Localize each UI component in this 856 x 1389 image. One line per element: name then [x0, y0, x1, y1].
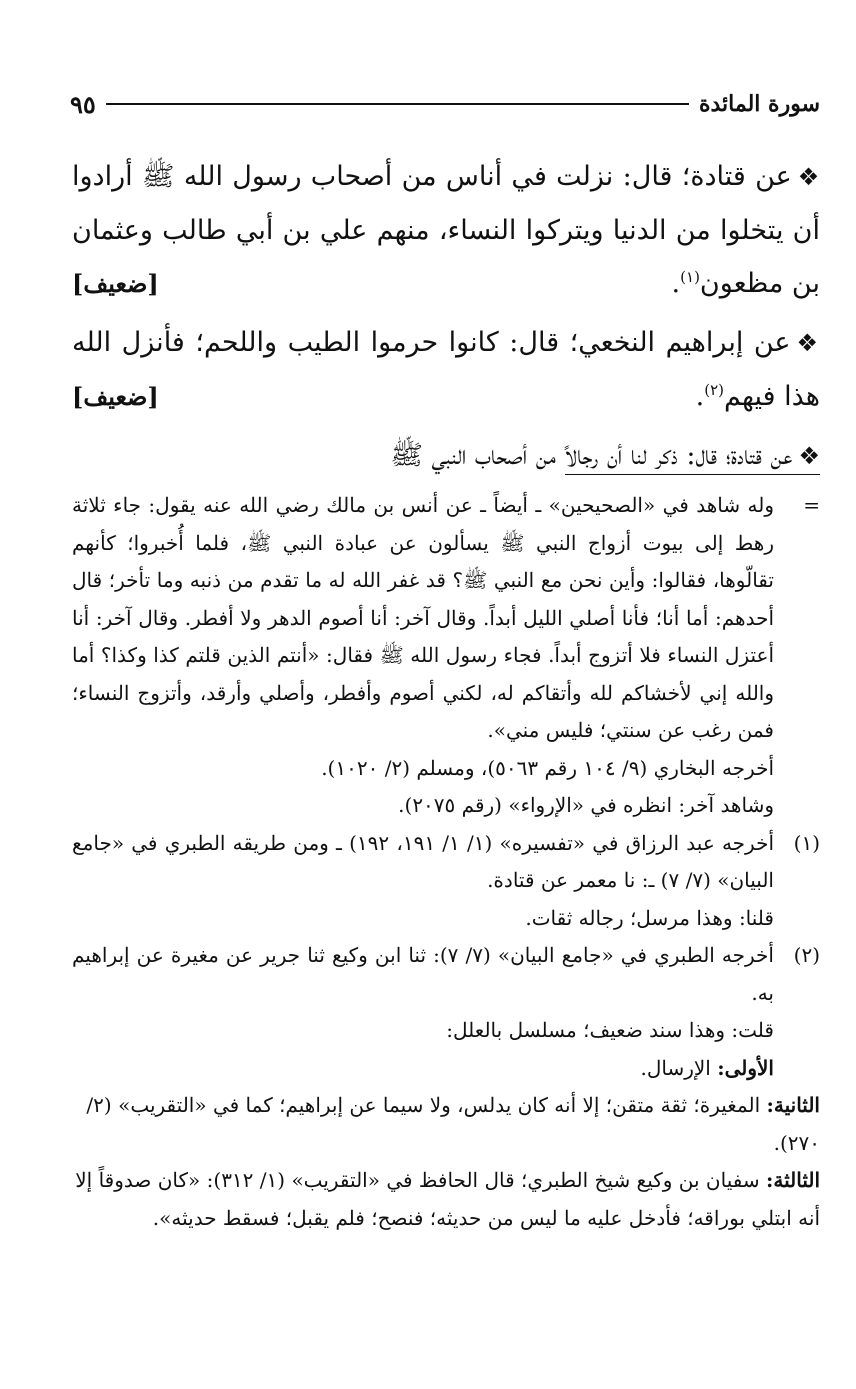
main-text [72, 150, 820, 489]
footnote-2-mark: (٢) [793, 943, 820, 967]
continuation-text: وله شاهد في «الصحيحين» ـ أيضاً ـ عن أنس بن مالك رضي الله عنه يقول: جاء ثلاثة رهط إلى بيوت أزواج النبي ﷺ يسألون عن عبادة النبي ﷺ، فلما أُخبروا؛ كأنهم تقالّوها، فقالوا: وأين نحن مع النبي ﷺ؟ قد غفر الله له ما تقدم من ذنبه وما تأخر؛ قال أحدهم: أما أنا؛ فأنا أصلي الليل أبداً. وقال آخر: أنا أصوم الدهر ولا أفطر. وقال آخر: أنا أعتزل النساء فلا أتزوج أبداً. فجاء رسول الله ﷺ فقال: «أنتم الذين قلتم كذا وكذا؟ أما والله إني لأخشاكم لله وأتقاكم له، لكني أصوم وأفطر، وأصلي وأرقد، وأتزوج النساء؛ فمن رغب عن سنتي؛ فليس مني». [72, 493, 774, 742]
paragraph-2-text: عن إبراهيم النخعي؛ قال: كانوا حرموا الطيب واللحم؛ فأنزل الله هذا فيهم [72, 327, 820, 412]
footnote-ref-2: (٢) [704, 381, 725, 399]
paragraph-2 [72, 316, 820, 423]
paragraph-1 [72, 150, 820, 310]
footnote-2 [72, 937, 820, 1087]
footnote-2-first [72, 1050, 774, 1088]
ornament-icon: ❖ [797, 163, 821, 191]
continuation-mark: = [803, 493, 820, 517]
footnote-2-source: أخرجه الطبري في «جامع البيان» (٧/ ٧): ثنا ابن وكيع ثنا جرير عن مغيرة عن إبراهيم به. [72, 943, 774, 1005]
paragraph-1-text: عن قتادة؛ قال: نزلت في أناس من أصحاب رسول الله ﷺ أرادوا أن يتخلوا من الدنيا ويتركوا النساء، منهم علي بن أبي طالب وعثمان بن مظعون [72, 161, 820, 299]
footnote-separator [565, 474, 820, 475]
footnote-1-mark: (١) [793, 830, 820, 855]
footnote-ref-1: (١) [680, 268, 700, 286]
second-label: الثانية: [766, 1093, 820, 1117]
footnote-1 [72, 825, 820, 938]
footnote-2-third [72, 1162, 820, 1237]
continuation-witness: وشاهد آخر: انظره في «الإرواء» (رقم ٢٠٧٥). [398, 793, 774, 817]
grade-label-2: [ضعيف] [72, 382, 159, 411]
footnote-1-source: أخرجه عبد الرزاق في «تفسيره» (١/ ١/ ١٩١، ١٩٢) ـ ومن طريقه الطبري في «جامع البيان» (٧/ ٧) ـ: نا معمر عن قتادة. [72, 830, 775, 892]
page-header [70, 84, 820, 124]
third-label: الثالثة: [765, 1168, 820, 1192]
page-number: ٩٥ [70, 89, 96, 119]
first-label: الأولى: [717, 1055, 774, 1080]
paragraph-3-text: عن قتادة؛ قال: ذكر لنا أن رجالاً من أصحاب النبي ﷺ [390, 440, 793, 471]
footnote-2-second [72, 1087, 820, 1162]
header-rule [106, 103, 689, 105]
paragraph-1-end: . [671, 268, 681, 299]
second-text: المغيرة؛ ثقة متقن؛ إلا أنه كان يدلس، ولا سيما عن إبراهيم؛ كما في «التقريب» (٢/ ٢٧٠). [86, 1093, 820, 1155]
surah-title: سورة المائدة [698, 91, 820, 117]
continuation-source: أخرجه البخاري (٩/ ١٠٤ رقم ٥٠٦٣)، ومسلم (٢/ ١٠٢٠). [321, 755, 774, 780]
third-text: سفيان بن وكيع شيخ الطبري؛ قال الحافظ في «التقريب» (١/ ٣١٢): «كان صدوقاً إلا أنه ابتلي بوراقه؛ فأدخل عليه ما ليس من حديثه؛ فنصح؛ فلم يقبل؛ فسقط حديثه». [75, 1168, 820, 1230]
footnote-continuation [72, 487, 820, 825]
first-text: الإرسال. [640, 1055, 711, 1080]
grade-label-1: [ضعيف] [72, 269, 159, 298]
footnotes [72, 487, 820, 1237]
paragraph-2-end: . [695, 381, 705, 412]
footnote-1-note: قلنا: وهذا مرسل؛ رجاله ثقات. [525, 905, 774, 930]
ornament-icon: ❖ [798, 442, 820, 470]
footnote-2-note: قلت: وهذا سند ضعيف؛ مسلسل بالعلل: [446, 1018, 774, 1042]
ornament-icon: ❖ [796, 329, 821, 357]
